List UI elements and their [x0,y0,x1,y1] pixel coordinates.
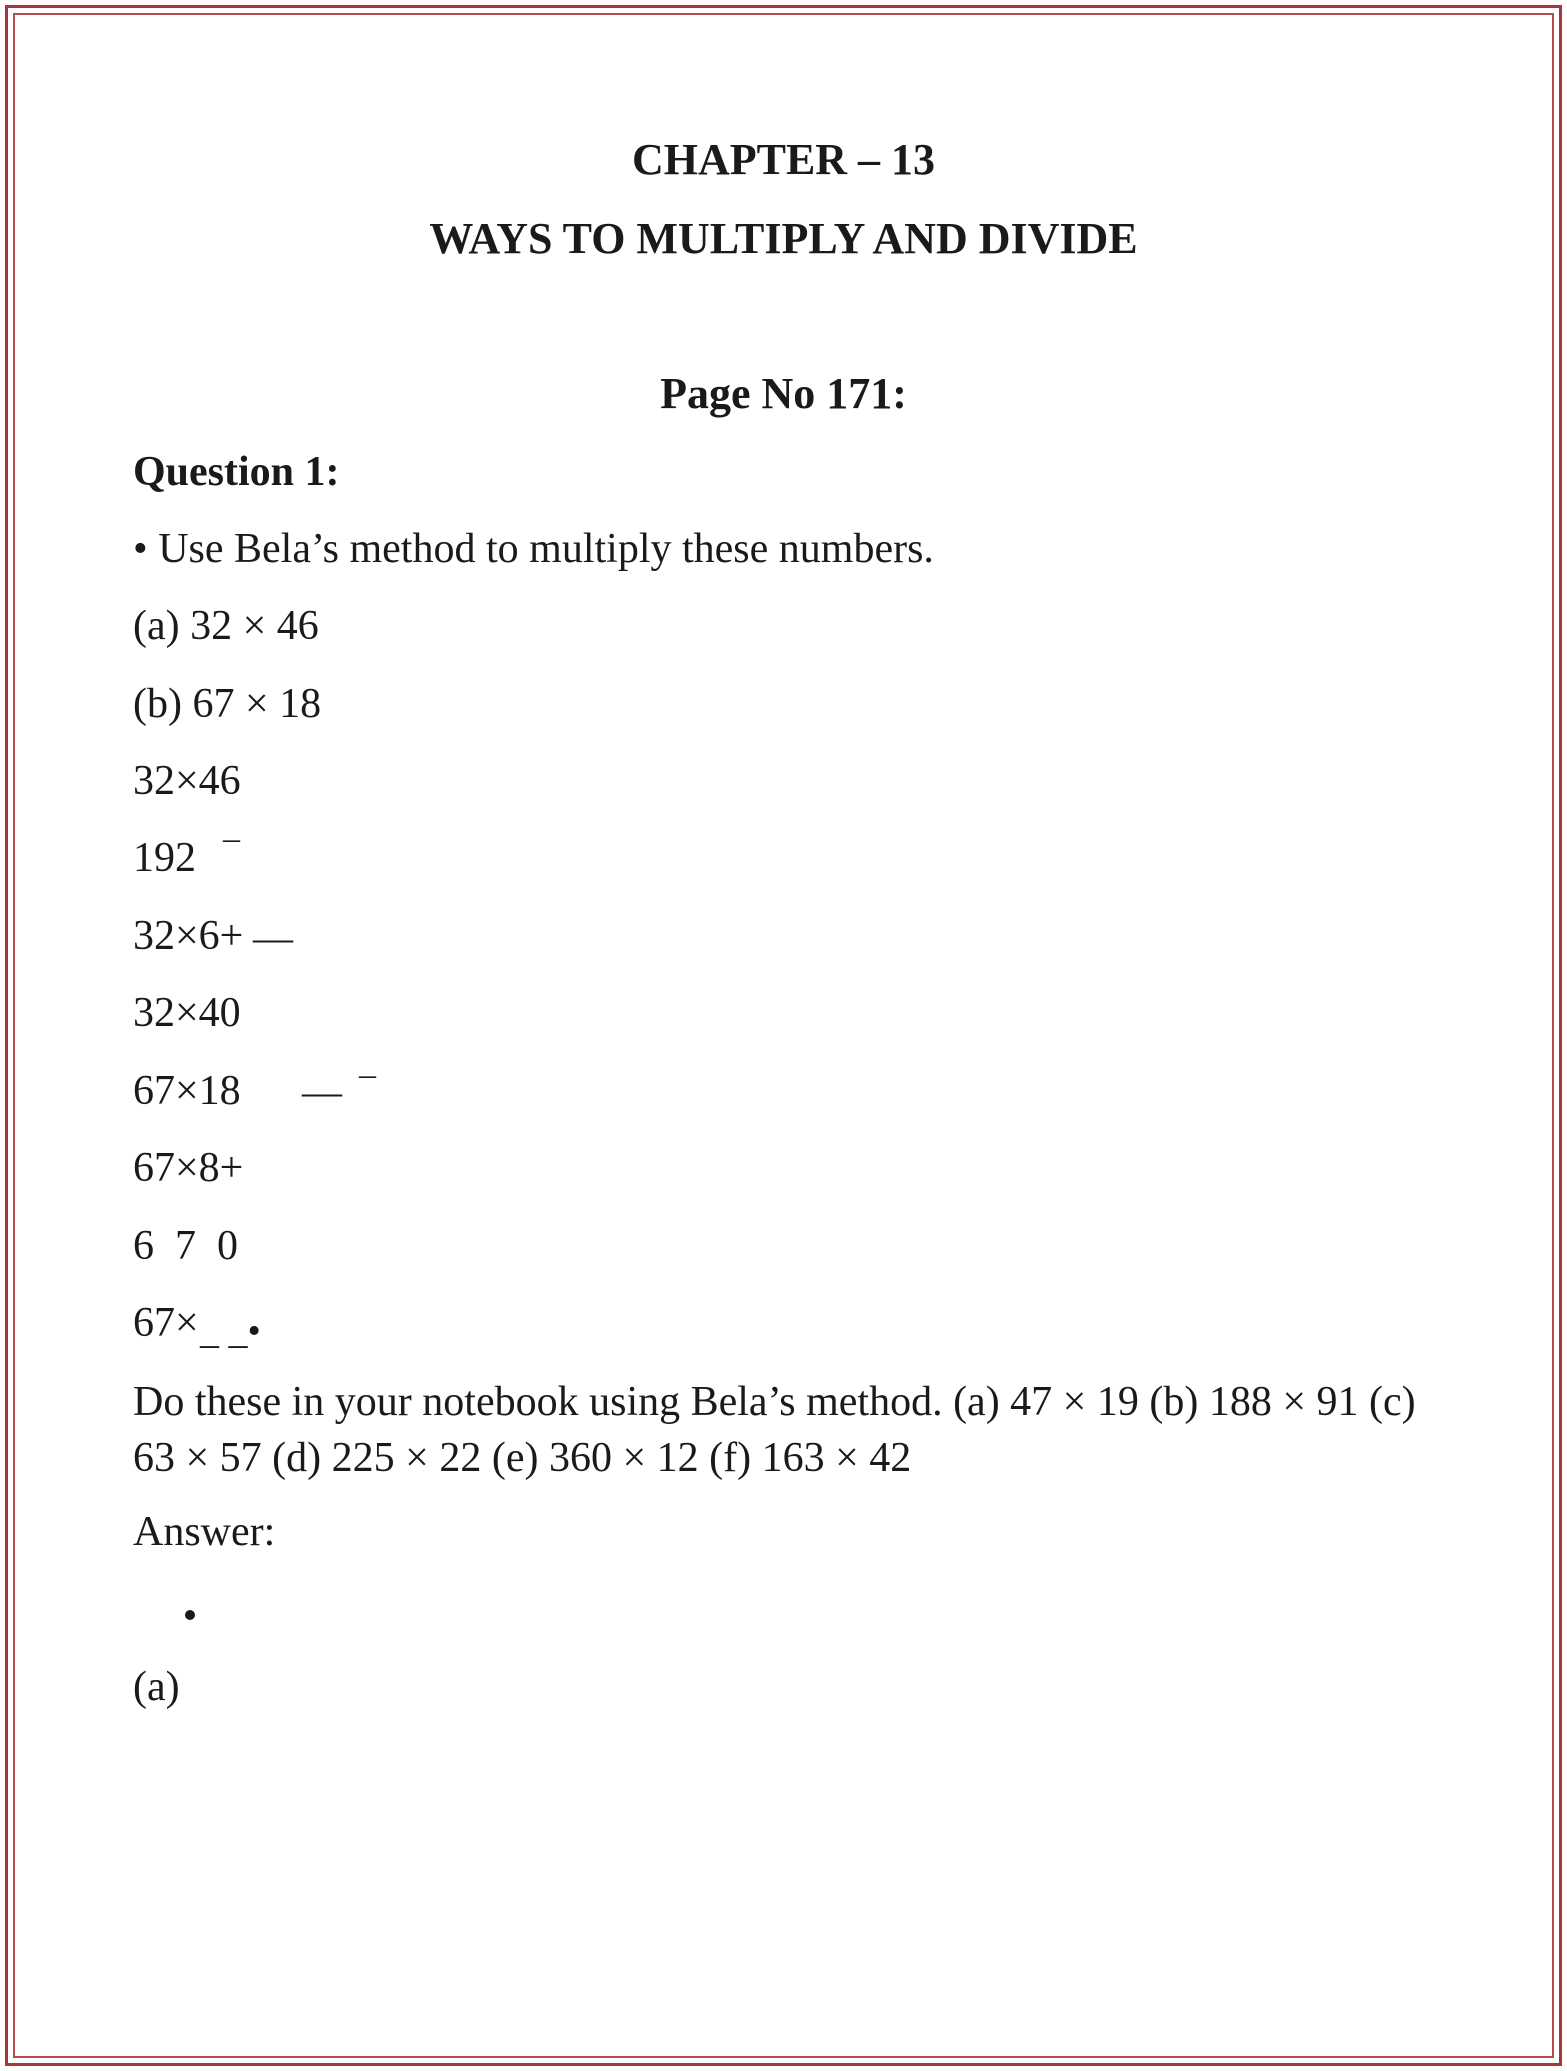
work-line-2: 192 [133,835,196,881]
problem-b: (b) 67 × 18 [133,681,322,727]
work-line-5: 67×18 [133,1068,241,1114]
work-line-3-mark: — [253,915,293,960]
question-label: Question 1: [133,449,340,495]
work-line-8: 67× [133,1300,199,1346]
instruction-text: • Use Bela’s method to multiply these numbers. [133,526,934,572]
work-line-4: 32×40 [133,990,241,1036]
chapter-title: WAYS TO MULTIPLY AND DIVIDE [429,214,1138,263]
exercise-text: Do these in your notebook using Bela’s method. (a) 47 × 19 (b) 188 × 91 (c) 63 × 57 (d) 225 × 22 (e) 360 × 12 (f) 163 × 42 [133,1379,1416,1481]
answer-part-a: (a) [133,1664,180,1710]
work-line-2-mark: – [223,820,240,857]
page-number: Page No 171: [660,369,907,418]
work-line-1: 32×46 [133,758,241,804]
work-line-5-mark: — [302,1069,342,1114]
page-border-inner [13,13,1554,2058]
work-line-7: 6 7 0 [133,1223,238,1269]
work-line-5-mark-2: – [359,1056,376,1093]
answer-label: Answer: [133,1509,276,1555]
work-line-3: 32×6+ [133,913,244,959]
problem-a: (a) 32 × 46 [133,603,319,649]
bullet-dot [185,1610,195,1620]
work-line-6: 67×8+ [133,1145,244,1191]
chapter-number: CHAPTER – 13 [631,135,936,184]
work-line-8-mark: _ _• [200,1310,261,1352]
